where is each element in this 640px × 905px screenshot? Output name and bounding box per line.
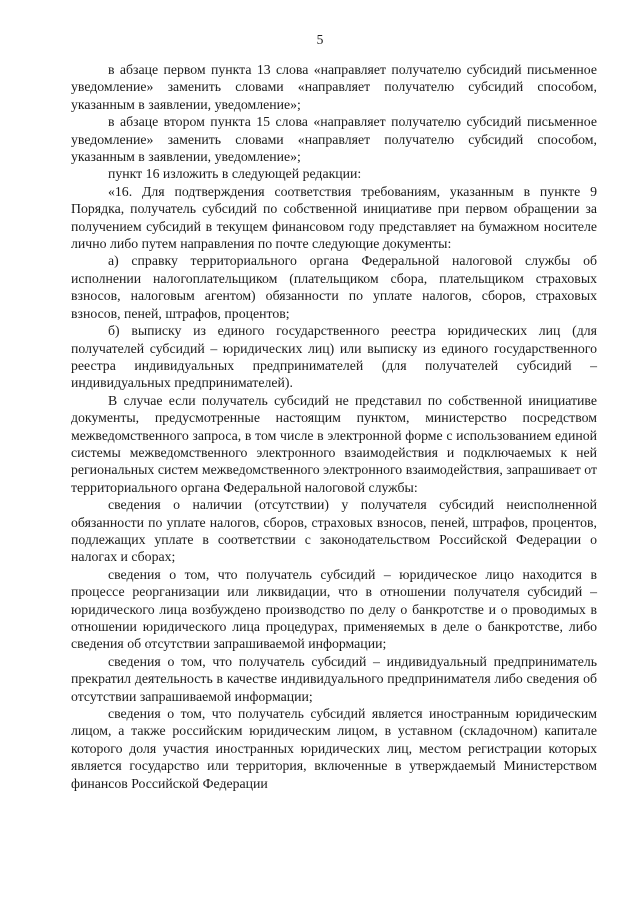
paragraph-item-a: а) справку территориального органа Федеральной налоговой службы об исполнении налогоплательщиком (плательщиком сбора, плательщиком страховых взносов, налоговым агентом) обязанности по уплате налогов, сборов, страховых взносов, пеней, штрафов, процентов; bbox=[71, 253, 597, 321]
paragraph-info-reorganization: сведения о том, что получатель субсидий – юридическое лицо находится в процессе реорганизации или ликвидации, что в отношении получателя субсидий – юридического лица возбуждено производство по делу о банкротстве и о проводимых в отношении юридического лица процедурах, применяемых в деле о банкротстве, либо сведения об отсутствии запрашиваемой информации; bbox=[71, 566, 597, 652]
page-number: 5 bbox=[316, 32, 324, 47]
paragraph-info-tax-debt: сведения о наличии (отсутствии) у получателя субсидий неисполненной обязанности по уплате налогов, сборов, страховых взносов, пеней, штрафов, процентов, подлежащих уплате в соответствии с законодательством Российской Федерации о налогах и сборах; bbox=[71, 497, 597, 565]
paragraph-amendment-16-intro: пункт 16 изложить в следующей редакции: bbox=[108, 166, 362, 182]
paragraph-info-foreign-entity: сведения о том, что получатель субсидий является иностранным юридическим лицом, а также российским юридическим лицом, в уставном (складочном) капитале которого доля участия иностранных юридических лиц, местом регистрации которых является государство или территория, включенные в утверждаемый Министерством финансов Российской Федерации bbox=[71, 706, 597, 791]
paragraph-item-b: б) выписку из единого государственного реестра юридических лиц (для получателей субсидий – юридических лиц) или выписку из единого государственного реестра индивидуальных предпринимателей (для получателей субсидий – индивидуальных предпринимателей). bbox=[71, 323, 597, 391]
paragraph-info-entrepreneur: сведения о том, что получатель субсидий – индивидуальный предприниматель прекратил деятельность в качестве индивидуального предпринимателя либо сведения об отсутствии запрашиваемой информации; bbox=[71, 653, 597, 704]
paragraph-interagency-request: В случае если получатель субсидий не представил по собственной инициативе документы, предусмотренные настоящим пунктом, министерство посредством межведомственного запроса, в том числе в электронной форме с использованием единой системы межведомственного электронного взаимодействия и подключаемых к ней региональных систем межведомственного электронного взаимодействия, запрашивает от территориального органа Федеральной налоговой службы: bbox=[71, 392, 597, 495]
paragraph-amendment-15: в абзаце втором пункта 15 слова «направляет получателю субсидий письменное уведомление» заменить словами «направляет получателю субсидий способом, указанным в заявлении, уведомление»; bbox=[71, 114, 597, 165]
paragraph-amendment-13: в абзаце первом пункта 13 слова «направляет получателю субсидий письменное уведомление» заменить словами «направляет получателю субсидий способом, указанным в заявлении, уведомление»; bbox=[71, 62, 597, 112]
document-body bbox=[71, 61, 597, 792]
paragraph-clause-16: «16. Для подтверждения соответствия требованиям, указанным в пункте 9 Порядка, получатель субсидий по собственной инициативе при первом обращении за получением субсидий в текущем финансовом году представляет на бумажном носителе лично либо путем направления по почте следующие документы: bbox=[71, 183, 597, 252]
